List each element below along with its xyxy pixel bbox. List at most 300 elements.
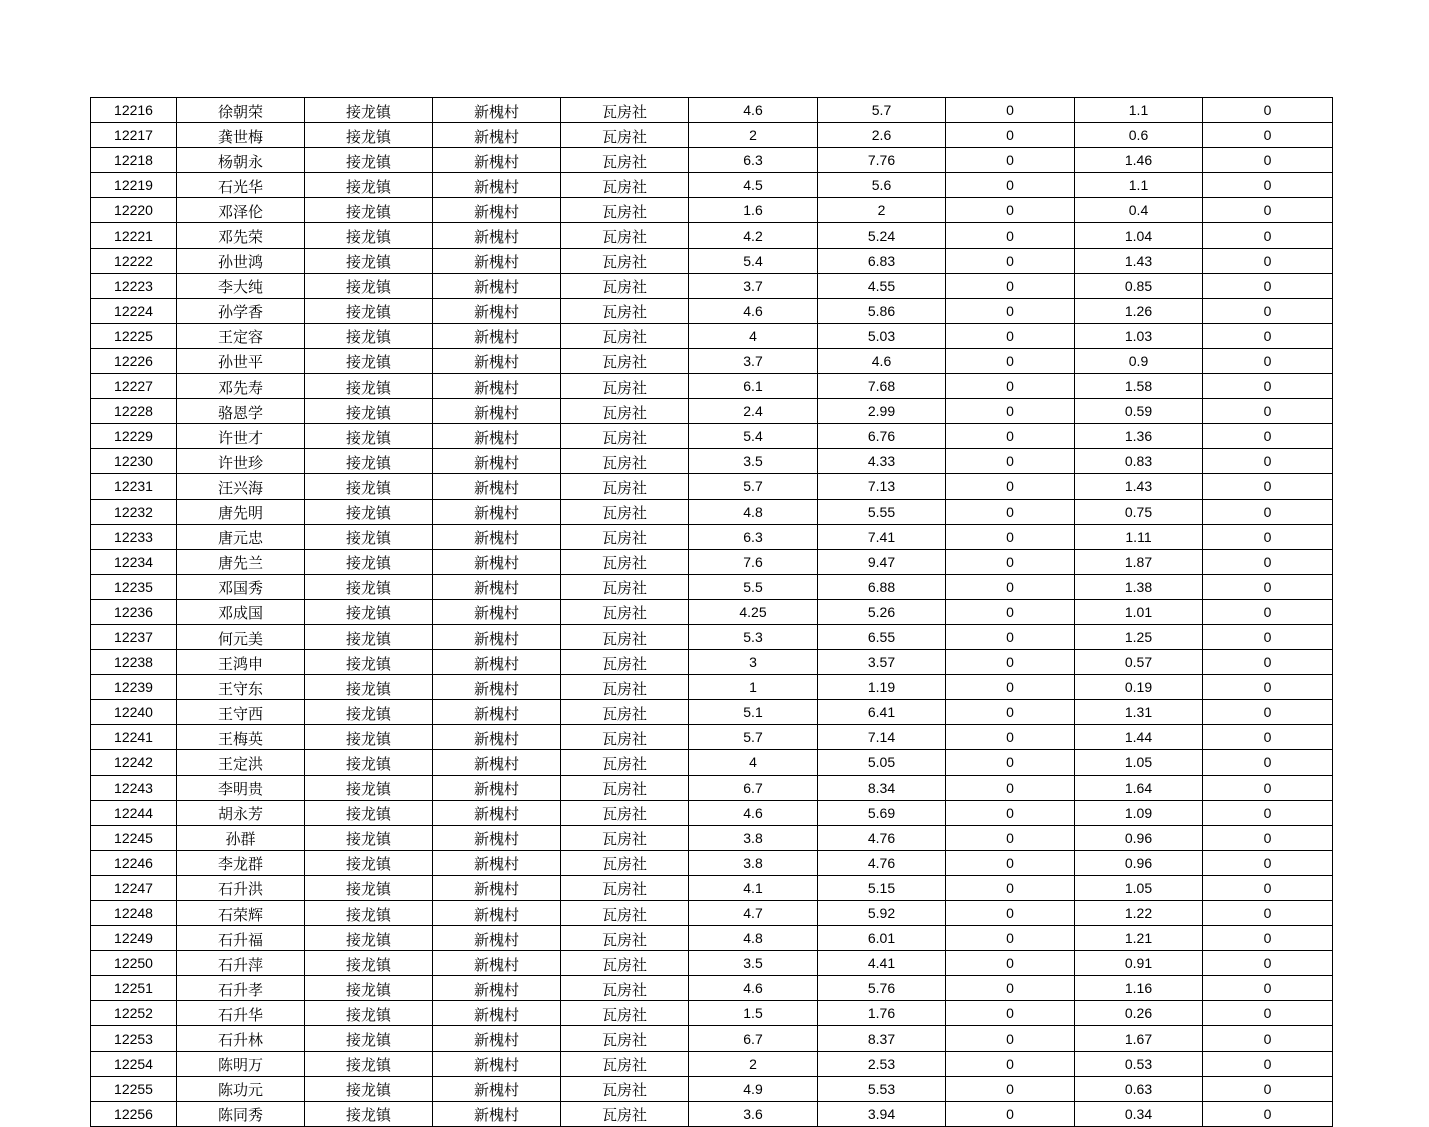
- value-d-cell: 1.26: [1075, 298, 1203, 323]
- group-cell: 瓦房社: [561, 1001, 689, 1026]
- village-cell: 新槐村: [433, 976, 561, 1001]
- value-e-cell: 0: [1203, 399, 1333, 424]
- town-cell: 接龙镇: [305, 248, 433, 273]
- value-c-cell: 0: [946, 650, 1075, 675]
- value-c-cell: 0: [946, 549, 1075, 574]
- town-cell: 接龙镇: [305, 1076, 433, 1101]
- value-a-cell: 5.1: [689, 700, 818, 725]
- table-row: [91, 875, 1333, 900]
- value-b-cell: 7.76: [818, 148, 946, 173]
- name-cell: 石升林: [177, 1026, 305, 1051]
- village-cell: 新槐村: [433, 951, 561, 976]
- village-cell: 新槐村: [433, 474, 561, 499]
- value-d-cell: 1.31: [1075, 700, 1203, 725]
- value-c-cell: 0: [946, 148, 1075, 173]
- name-cell: 陈功元: [177, 1076, 305, 1101]
- value-d-cell: 1.43: [1075, 474, 1203, 499]
- id-cell: 12238: [91, 650, 177, 675]
- value-b-cell: 5.03: [818, 323, 946, 348]
- value-a-cell: 4.8: [689, 926, 818, 951]
- table-row: [91, 926, 1333, 951]
- value-e-cell: 0: [1203, 1076, 1333, 1101]
- value-d-cell: 0.57: [1075, 650, 1203, 675]
- table-row: [91, 198, 1333, 223]
- name-cell: 陈同秀: [177, 1101, 305, 1126]
- id-cell: 12228: [91, 399, 177, 424]
- value-d-cell: 1.36: [1075, 424, 1203, 449]
- value-c-cell: 0: [946, 700, 1075, 725]
- town-cell: 接龙镇: [305, 1026, 433, 1051]
- group-cell: 瓦房社: [561, 951, 689, 976]
- town-cell: 接龙镇: [305, 850, 433, 875]
- town-cell: 接龙镇: [305, 976, 433, 1001]
- name-cell: 邓成国: [177, 599, 305, 624]
- town-cell: 接龙镇: [305, 323, 433, 348]
- value-e-cell: 0: [1203, 700, 1333, 725]
- id-cell: 12218: [91, 148, 177, 173]
- town-cell: 接龙镇: [305, 675, 433, 700]
- group-cell: 瓦房社: [561, 725, 689, 750]
- group-cell: 瓦房社: [561, 675, 689, 700]
- table-row: [91, 273, 1333, 298]
- value-b-cell: 4.76: [818, 850, 946, 875]
- id-cell: 12226: [91, 348, 177, 373]
- group-cell: 瓦房社: [561, 1076, 689, 1101]
- value-e-cell: 0: [1203, 123, 1333, 148]
- value-b-cell: 4.33: [818, 449, 946, 474]
- value-a-cell: 3.5: [689, 951, 818, 976]
- village-cell: 新槐村: [433, 750, 561, 775]
- value-c-cell: 0: [946, 875, 1075, 900]
- group-cell: 瓦房社: [561, 449, 689, 474]
- value-e-cell: 0: [1203, 273, 1333, 298]
- town-cell: 接龙镇: [305, 1101, 433, 1126]
- group-cell: 瓦房社: [561, 750, 689, 775]
- value-c-cell: 0: [946, 1001, 1075, 1026]
- name-cell: 李龙群: [177, 850, 305, 875]
- group-cell: 瓦房社: [561, 650, 689, 675]
- name-cell: 胡永芳: [177, 800, 305, 825]
- table-row: [91, 424, 1333, 449]
- group-cell: 瓦房社: [561, 599, 689, 624]
- value-e-cell: 0: [1203, 926, 1333, 951]
- town-cell: 接龙镇: [305, 98, 433, 123]
- value-b-cell: 5.24: [818, 223, 946, 248]
- name-cell: 孙世平: [177, 348, 305, 373]
- town-cell: 接龙镇: [305, 474, 433, 499]
- village-cell: 新槐村: [433, 875, 561, 900]
- group-cell: 瓦房社: [561, 901, 689, 926]
- group-cell: 瓦房社: [561, 399, 689, 424]
- value-d-cell: 1.11: [1075, 524, 1203, 549]
- id-cell: 12240: [91, 700, 177, 725]
- name-cell: 石升萍: [177, 951, 305, 976]
- town-cell: 接龙镇: [305, 173, 433, 198]
- id-cell: 12222: [91, 248, 177, 273]
- id-cell: 12234: [91, 549, 177, 574]
- village-cell: 新槐村: [433, 926, 561, 951]
- town-cell: 接龙镇: [305, 449, 433, 474]
- table-body: [91, 98, 1333, 1127]
- town-cell: 接龙镇: [305, 374, 433, 399]
- table-row: [91, 599, 1333, 624]
- value-a-cell: 6.3: [689, 148, 818, 173]
- table-row: [91, 1076, 1333, 1101]
- value-b-cell: 2.53: [818, 1051, 946, 1076]
- id-cell: 12237: [91, 624, 177, 649]
- value-b-cell: 7.68: [818, 374, 946, 399]
- value-e-cell: 0: [1203, 1026, 1333, 1051]
- group-cell: 瓦房社: [561, 273, 689, 298]
- group-cell: 瓦房社: [561, 348, 689, 373]
- village-cell: 新槐村: [433, 273, 561, 298]
- value-a-cell: 5.3: [689, 624, 818, 649]
- value-b-cell: 7.13: [818, 474, 946, 499]
- town-cell: 接龙镇: [305, 875, 433, 900]
- value-c-cell: 0: [946, 474, 1075, 499]
- value-c-cell: 0: [946, 424, 1075, 449]
- value-b-cell: 2.6: [818, 123, 946, 148]
- village-cell: 新槐村: [433, 424, 561, 449]
- value-a-cell: 3.5: [689, 449, 818, 474]
- group-cell: 瓦房社: [561, 875, 689, 900]
- village-cell: 新槐村: [433, 901, 561, 926]
- name-cell: 汪兴海: [177, 474, 305, 499]
- value-d-cell: 1.01: [1075, 599, 1203, 624]
- value-c-cell: 0: [946, 524, 1075, 549]
- value-e-cell: 0: [1203, 474, 1333, 499]
- value-a-cell: 4.6: [689, 298, 818, 323]
- id-cell: 12224: [91, 298, 177, 323]
- village-cell: 新槐村: [433, 323, 561, 348]
- value-e-cell: 0: [1203, 98, 1333, 123]
- value-d-cell: 0.96: [1075, 850, 1203, 875]
- name-cell: 邓先寿: [177, 374, 305, 399]
- table-row: [91, 800, 1333, 825]
- value-d-cell: 0.96: [1075, 825, 1203, 850]
- table-row: [91, 750, 1333, 775]
- value-e-cell: 0: [1203, 624, 1333, 649]
- town-cell: 接龙镇: [305, 750, 433, 775]
- village-cell: 新槐村: [433, 549, 561, 574]
- value-d-cell: 1.1: [1075, 173, 1203, 198]
- value-e-cell: 0: [1203, 750, 1333, 775]
- town-cell: 接龙镇: [305, 725, 433, 750]
- name-cell: 龚世梅: [177, 123, 305, 148]
- value-a-cell: 4.25: [689, 599, 818, 624]
- value-e-cell: 0: [1203, 875, 1333, 900]
- value-e-cell: 0: [1203, 524, 1333, 549]
- group-cell: 瓦房社: [561, 1051, 689, 1076]
- value-a-cell: 3: [689, 650, 818, 675]
- name-cell: 石升福: [177, 926, 305, 951]
- group-cell: 瓦房社: [561, 700, 689, 725]
- village-cell: 新槐村: [433, 198, 561, 223]
- value-c-cell: 0: [946, 449, 1075, 474]
- value-b-cell: 4.6: [818, 348, 946, 373]
- value-a-cell: 4: [689, 323, 818, 348]
- value-a-cell: 4.6: [689, 976, 818, 1001]
- table-row: [91, 1101, 1333, 1126]
- village-cell: 新槐村: [433, 675, 561, 700]
- value-c-cell: 0: [946, 1101, 1075, 1126]
- value-b-cell: 4.76: [818, 825, 946, 850]
- value-a-cell: 4.6: [689, 800, 818, 825]
- value-b-cell: 3.94: [818, 1101, 946, 1126]
- value-c-cell: 0: [946, 624, 1075, 649]
- id-cell: 12242: [91, 750, 177, 775]
- value-d-cell: 1.58: [1075, 374, 1203, 399]
- town-cell: 接龙镇: [305, 549, 433, 574]
- id-cell: 12252: [91, 1001, 177, 1026]
- value-a-cell: 7.6: [689, 549, 818, 574]
- value-e-cell: 0: [1203, 499, 1333, 524]
- town-cell: 接龙镇: [305, 198, 433, 223]
- name-cell: 邓国秀: [177, 574, 305, 599]
- value-a-cell: 1.5: [689, 1001, 818, 1026]
- value-b-cell: 8.37: [818, 1026, 946, 1051]
- id-cell: 12256: [91, 1101, 177, 1126]
- town-cell: 接龙镇: [305, 348, 433, 373]
- name-cell: 李明贵: [177, 775, 305, 800]
- name-cell: 唐先明: [177, 499, 305, 524]
- value-e-cell: 0: [1203, 901, 1333, 926]
- value-a-cell: 4.7: [689, 901, 818, 926]
- value-d-cell: 1.44: [1075, 725, 1203, 750]
- value-c-cell: 0: [946, 173, 1075, 198]
- table-row: [91, 1001, 1333, 1026]
- name-cell: 王定容: [177, 323, 305, 348]
- id-cell: 12225: [91, 323, 177, 348]
- value-d-cell: 0.63: [1075, 1076, 1203, 1101]
- town-cell: 接龙镇: [305, 700, 433, 725]
- id-cell: 12235: [91, 574, 177, 599]
- value-d-cell: 1.21: [1075, 926, 1203, 951]
- value-a-cell: 5.7: [689, 725, 818, 750]
- group-cell: 瓦房社: [561, 424, 689, 449]
- table-row: [91, 976, 1333, 1001]
- id-cell: 12241: [91, 725, 177, 750]
- name-cell: 骆恩学: [177, 399, 305, 424]
- value-d-cell: 0.26: [1075, 1001, 1203, 1026]
- value-d-cell: 1.16: [1075, 976, 1203, 1001]
- name-cell: 许世才: [177, 424, 305, 449]
- value-d-cell: 1.46: [1075, 148, 1203, 173]
- value-d-cell: 1.1: [1075, 98, 1203, 123]
- value-a-cell: 3.7: [689, 273, 818, 298]
- group-cell: 瓦房社: [561, 926, 689, 951]
- group-cell: 瓦房社: [561, 123, 689, 148]
- village-cell: 新槐村: [433, 1001, 561, 1026]
- table-row: [91, 374, 1333, 399]
- value-b-cell: 9.47: [818, 549, 946, 574]
- value-c-cell: 0: [946, 976, 1075, 1001]
- value-c-cell: 0: [946, 298, 1075, 323]
- value-c-cell: 0: [946, 198, 1075, 223]
- value-a-cell: 6.3: [689, 524, 818, 549]
- town-cell: 接龙镇: [305, 298, 433, 323]
- value-c-cell: 0: [946, 223, 1075, 248]
- value-d-cell: 1.05: [1075, 875, 1203, 900]
- table-row: [91, 98, 1333, 123]
- name-cell: 石升孝: [177, 976, 305, 1001]
- village-cell: 新槐村: [433, 298, 561, 323]
- id-cell: 12223: [91, 273, 177, 298]
- value-e-cell: 0: [1203, 675, 1333, 700]
- village-cell: 新槐村: [433, 624, 561, 649]
- group-cell: 瓦房社: [561, 524, 689, 549]
- value-a-cell: 3.8: [689, 850, 818, 875]
- town-cell: 接龙镇: [305, 599, 433, 624]
- value-d-cell: 1.22: [1075, 901, 1203, 926]
- value-a-cell: 4: [689, 750, 818, 775]
- village-cell: 新槐村: [433, 1026, 561, 1051]
- value-c-cell: 0: [946, 800, 1075, 825]
- town-cell: 接龙镇: [305, 574, 433, 599]
- table-row: [91, 173, 1333, 198]
- value-e-cell: 0: [1203, 1051, 1333, 1076]
- value-c-cell: 0: [946, 850, 1075, 875]
- town-cell: 接龙镇: [305, 775, 433, 800]
- data-table: [90, 97, 1333, 1127]
- id-cell: 12255: [91, 1076, 177, 1101]
- table-row: [91, 650, 1333, 675]
- value-e-cell: 0: [1203, 574, 1333, 599]
- table-row: [91, 825, 1333, 850]
- id-cell: 12221: [91, 223, 177, 248]
- table-row: [91, 574, 1333, 599]
- id-cell: 12231: [91, 474, 177, 499]
- value-d-cell: 0.59: [1075, 399, 1203, 424]
- value-d-cell: 0.85: [1075, 273, 1203, 298]
- value-d-cell: 0.75: [1075, 499, 1203, 524]
- id-cell: 12236: [91, 599, 177, 624]
- value-a-cell: 6.1: [689, 374, 818, 399]
- name-cell: 孙学香: [177, 298, 305, 323]
- value-b-cell: 5.26: [818, 599, 946, 624]
- table-row: [91, 675, 1333, 700]
- table-row: [91, 499, 1333, 524]
- value-d-cell: 0.53: [1075, 1051, 1203, 1076]
- value-b-cell: 6.55: [818, 624, 946, 649]
- value-e-cell: 0: [1203, 173, 1333, 198]
- town-cell: 接龙镇: [305, 273, 433, 298]
- value-a-cell: 4.5: [689, 173, 818, 198]
- village-cell: 新槐村: [433, 850, 561, 875]
- name-cell: 王守东: [177, 675, 305, 700]
- value-d-cell: 1.04: [1075, 223, 1203, 248]
- id-cell: 12220: [91, 198, 177, 223]
- name-cell: 王梅英: [177, 725, 305, 750]
- value-b-cell: 6.83: [818, 248, 946, 273]
- value-d-cell: 0.6: [1075, 123, 1203, 148]
- value-b-cell: 1.76: [818, 1001, 946, 1026]
- group-cell: 瓦房社: [561, 1101, 689, 1126]
- value-b-cell: 7.41: [818, 524, 946, 549]
- id-cell: 12245: [91, 825, 177, 850]
- value-e-cell: 0: [1203, 248, 1333, 273]
- village-cell: 新槐村: [433, 123, 561, 148]
- village-cell: 新槐村: [433, 800, 561, 825]
- value-c-cell: 0: [946, 725, 1075, 750]
- value-b-cell: 5.86: [818, 298, 946, 323]
- value-e-cell: 0: [1203, 800, 1333, 825]
- village-cell: 新槐村: [433, 574, 561, 599]
- name-cell: 石升华: [177, 1001, 305, 1026]
- value-b-cell: 5.92: [818, 901, 946, 926]
- value-b-cell: 5.55: [818, 499, 946, 524]
- value-d-cell: 0.83: [1075, 449, 1203, 474]
- town-cell: 接龙镇: [305, 951, 433, 976]
- id-cell: 12233: [91, 524, 177, 549]
- value-c-cell: 0: [946, 1026, 1075, 1051]
- value-c-cell: 0: [946, 599, 1075, 624]
- value-a-cell: 4.9: [689, 1076, 818, 1101]
- value-b-cell: 5.7: [818, 98, 946, 123]
- name-cell: 石光华: [177, 173, 305, 198]
- town-cell: 接龙镇: [305, 499, 433, 524]
- group-cell: 瓦房社: [561, 248, 689, 273]
- name-cell: 孙世鸿: [177, 248, 305, 273]
- group-cell: 瓦房社: [561, 976, 689, 1001]
- table-row: [91, 248, 1333, 273]
- value-c-cell: 0: [946, 750, 1075, 775]
- value-d-cell: 1.38: [1075, 574, 1203, 599]
- table-row: [91, 850, 1333, 875]
- value-a-cell: 6.7: [689, 775, 818, 800]
- value-c-cell: 0: [946, 1076, 1075, 1101]
- value-e-cell: 0: [1203, 599, 1333, 624]
- name-cell: 邓先荣: [177, 223, 305, 248]
- name-cell: 王鸿申: [177, 650, 305, 675]
- value-e-cell: 0: [1203, 650, 1333, 675]
- value-e-cell: 0: [1203, 223, 1333, 248]
- value-b-cell: 8.34: [818, 775, 946, 800]
- town-cell: 接龙镇: [305, 825, 433, 850]
- value-c-cell: 0: [946, 248, 1075, 273]
- group-cell: 瓦房社: [561, 549, 689, 574]
- village-cell: 新槐村: [433, 499, 561, 524]
- village-cell: 新槐村: [433, 348, 561, 373]
- town-cell: 接龙镇: [305, 424, 433, 449]
- village-cell: 新槐村: [433, 700, 561, 725]
- value-e-cell: 0: [1203, 298, 1333, 323]
- id-cell: 12219: [91, 173, 177, 198]
- id-cell: 12248: [91, 901, 177, 926]
- value-c-cell: 0: [946, 323, 1075, 348]
- value-a-cell: 2: [689, 123, 818, 148]
- value-a-cell: 5.4: [689, 424, 818, 449]
- value-c-cell: 0: [946, 1051, 1075, 1076]
- group-cell: 瓦房社: [561, 198, 689, 223]
- town-cell: 接龙镇: [305, 524, 433, 549]
- village-cell: 新槐村: [433, 1051, 561, 1076]
- name-cell: 何元美: [177, 624, 305, 649]
- table-row: [91, 700, 1333, 725]
- value-d-cell: 1.87: [1075, 549, 1203, 574]
- value-d-cell: 1.03: [1075, 323, 1203, 348]
- value-c-cell: 0: [946, 574, 1075, 599]
- value-e-cell: 0: [1203, 951, 1333, 976]
- table-row: [91, 725, 1333, 750]
- value-c-cell: 0: [946, 123, 1075, 148]
- value-a-cell: 5.5: [689, 574, 818, 599]
- group-cell: 瓦房社: [561, 223, 689, 248]
- value-c-cell: 0: [946, 825, 1075, 850]
- value-b-cell: 2.99: [818, 399, 946, 424]
- value-d-cell: 0.9: [1075, 348, 1203, 373]
- village-cell: 新槐村: [433, 223, 561, 248]
